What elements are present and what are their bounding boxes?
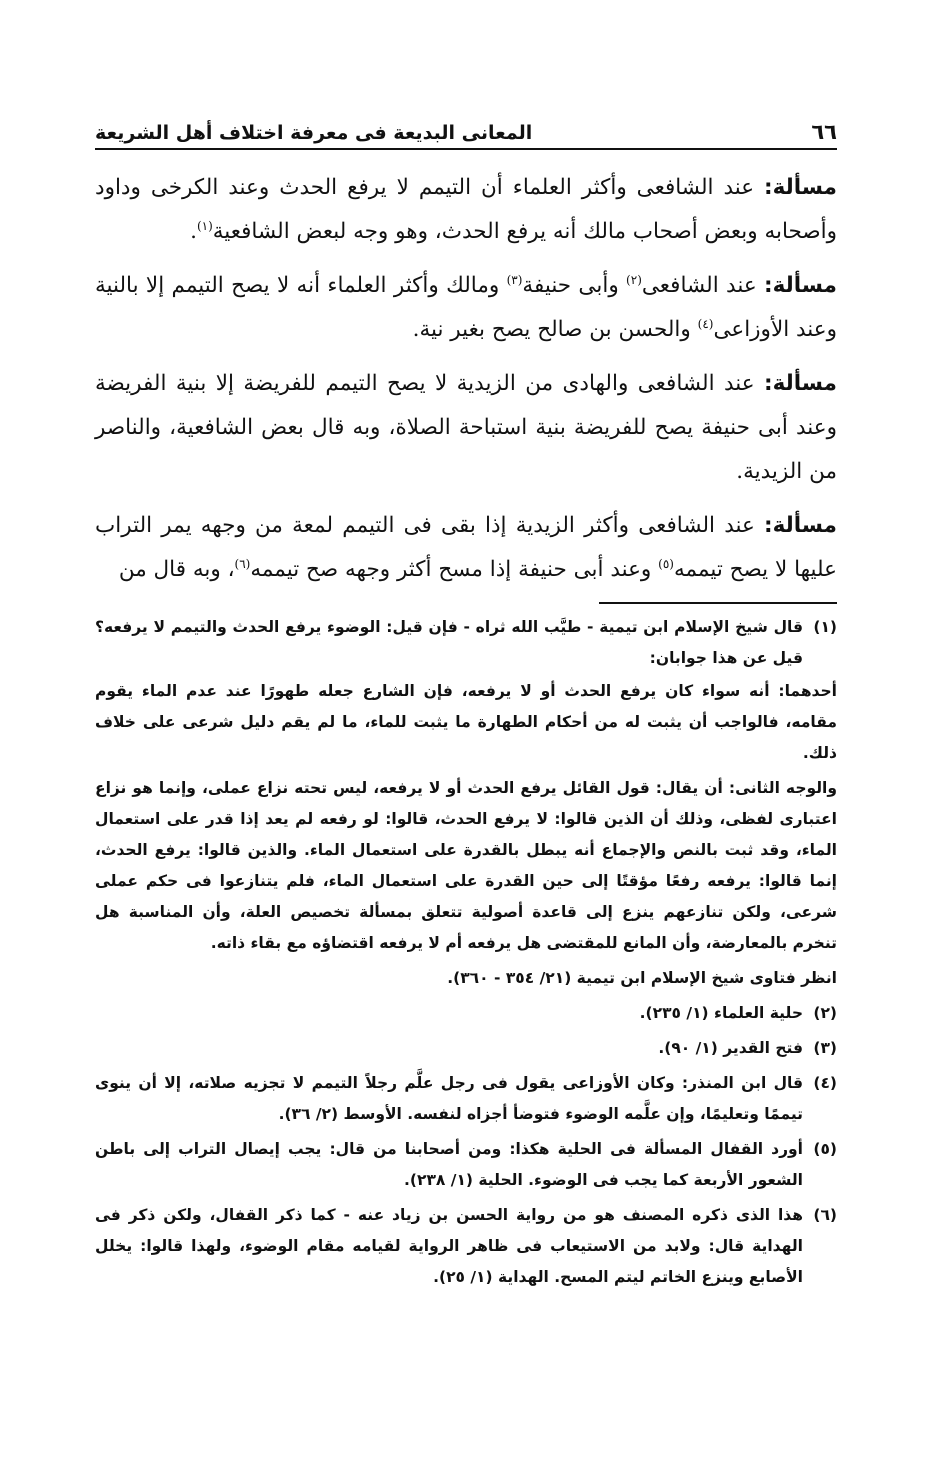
paragraph <box>95 504 837 592</box>
paragraph-text: عند الشافعى <box>641 273 764 298</box>
paragraph <box>95 166 837 254</box>
footnote-number: (١) <box>813 618 837 636</box>
footnote-text: هذا الذى ذكره المصنف هو من رواية الحسن بن زياد عنه - كما ذكر القفال، ولكن ذكر فى الهداية قال: ولابد من الاستيعاب فى ظاهر الرواية لقيامه مقام الوضوء، ولهذا قالوا: يخلل الأصابع وينزع الخاتم ليتم المسح. الهداية (١/ ٢٥). <box>95 1206 803 1286</box>
running-header <box>95 110 837 150</box>
footnote-ref: (٥) <box>658 556 674 571</box>
footnote-separator <box>599 602 837 604</box>
footnote-ref: (١) <box>196 218 213 233</box>
book-page <box>95 110 837 1297</box>
footnote-text: حلية العلماء (١/ ٢٣٥). <box>639 1004 803 1022</box>
footnote-ref: (٤) <box>697 316 714 331</box>
footnote-4 <box>95 1068 837 1134</box>
footnote-1 <box>95 612 837 998</box>
page-number: ٦٦ <box>811 120 837 144</box>
footnote-3 <box>95 1033 837 1068</box>
paragraph-keyword: مسألة: <box>764 273 837 298</box>
paragraph-text: عند الشافعى وأكثر الزيدية إذا بقى فى التيمم لمعة من وجهه يمر التراب عليها لا يصح تيممه <box>95 513 837 582</box>
footnotes <box>95 612 837 1297</box>
footnote-ref: (٦) <box>234 556 251 571</box>
paragraph-text: وعند أبى حنيفة إذا مسح أكثر وجهه صح تيممه <box>250 557 659 582</box>
footnote-ref: (٣) <box>506 272 523 287</box>
footnote-number: (٤) <box>813 1074 837 1092</box>
paragraph-text: وأبى حنيفة <box>522 273 627 298</box>
paragraph-text: عند الشافعى والهادى من الزيدية لا يصح التيمم للفريضة إلا بنية الفريضة وعند أبى حنيفة يصح للفريضة بنية استباحة الصلاة، وبه قال بعض الشافعية، والناصر من الزيدية. <box>95 371 837 484</box>
footnote-text: فتح القدير (١/ ٩٠). <box>658 1039 803 1057</box>
footnote-text: قال ابن المنذر: وكان الأوزاعى يقول فى رجل علَّم رجلاً التيمم لا تجزيه صلاته، إلا أن ينوى تيممًا وتعليمًا، وإن علَّمه الوضوء فتوضأ أجزاه لنفسه. الأوسط (٢/ ٣٦). <box>95 1074 803 1123</box>
paragraph-keyword: مسألة: <box>764 371 837 396</box>
paragraph-text: ومالك وأكثر العلماء أنه لا يصح التيمم إلا بالنية وعند الأوزاعى <box>95 273 837 342</box>
footnote-2 <box>95 998 837 1033</box>
paragraph <box>95 264 837 352</box>
footnote-text: قال شيخ الإسلام ابن تيمية - طيَّب الله ثراه - فإن قيل: الوضوء يرفع الحدث والتيمم لا يرفعه؟ قيل عن هذا جوابان: <box>95 618 803 667</box>
paragraph-text: والحسن بن صالح يصح بغير نية. <box>412 317 698 342</box>
paragraph <box>95 362 837 494</box>
footnote-text: والوجه الثانى: أن يقال: قول القائل يرفع الحدث أو لا يرفعه، ليس تحته نزاع عملى، وإنما هو نزاع اعتبارى لفظى، وذلك أن الذين قالوا: لا يرفع الحدث، قالوا: لو رفعه لم يعد إذا قدر على استعمال الماء، وقد ثبت بالنص والإجماع أنه يبطل بالقدرة على استعمال الماء. والذين قالوا: يرفع الحدث، إنما قالوا: يرفعه رفعًا مؤقتًا إلى حين القدرة على استعمال الماء، فلم يتنازعوا فى حكم عملى شرعى، ولكن تنازعهم ينزع إلى قاعدة أصولية تتعلق بمسألة تخصيص العلة، وأن المناسبة هل تنخرم بالمعارضة، وأن المانع للمقتضى هل يرفعه أم لا يرفعه اقتضاؤه مع بقاء ذاته. <box>95 779 837 952</box>
paragraph-text: ، وبه قال من <box>118 557 235 582</box>
paragraph-text: . <box>190 219 197 244</box>
running-title: المعانى البديعة فى معرفة اختلاف أهل الشريعة <box>95 122 533 144</box>
paragraph-text: عند الشافعى وأكثر العلماء أن التيمم لا يرفع الحدث وعند الكرخى وداود وأصحابه وبعض أصحاب مالك أنه يرفع الحدث، وهو وجه لبعض الشافعية <box>95 175 837 244</box>
footnote-ref: (٢) <box>626 272 642 287</box>
main-text <box>95 166 837 592</box>
footnote-number: (٥) <box>813 1140 837 1158</box>
footnote-6 <box>95 1200 837 1297</box>
footnote-number: (٣) <box>813 1039 837 1057</box>
footnote-text: انظر فتاوى شيخ الإسلام ابن تيمية (٢١/ ٣٥٤ - ٣٦٠). <box>447 969 837 987</box>
footnote-number: (٦) <box>813 1206 837 1224</box>
footnote-5 <box>95 1134 837 1200</box>
footnote-number: (٢) <box>813 1004 837 1022</box>
footnote-text: أحدهما: أنه سواء كان يرفع الحدث أو لا يرفعه، فإن الشارع جعله طهورًا عند عدم الماء يقوم مقامه، فالواجب أن يثبت له من أحكام الطهارة ما يثبت للماء، ما لم يقم دليل شرعى على خلاف ذلك. <box>95 682 837 762</box>
paragraph-keyword: مسألة: <box>764 175 837 200</box>
paragraph-keyword: مسألة: <box>764 513 837 538</box>
footnote-text: أورد القفال المسألة فى الحلية هكذا: ومن أصحابنا من قال: يجب إيصال التراب إلى باطن الشعور الأربعة كما يجب فى الوضوء. الحلية (١/ ٢٣٨). <box>95 1140 803 1189</box>
